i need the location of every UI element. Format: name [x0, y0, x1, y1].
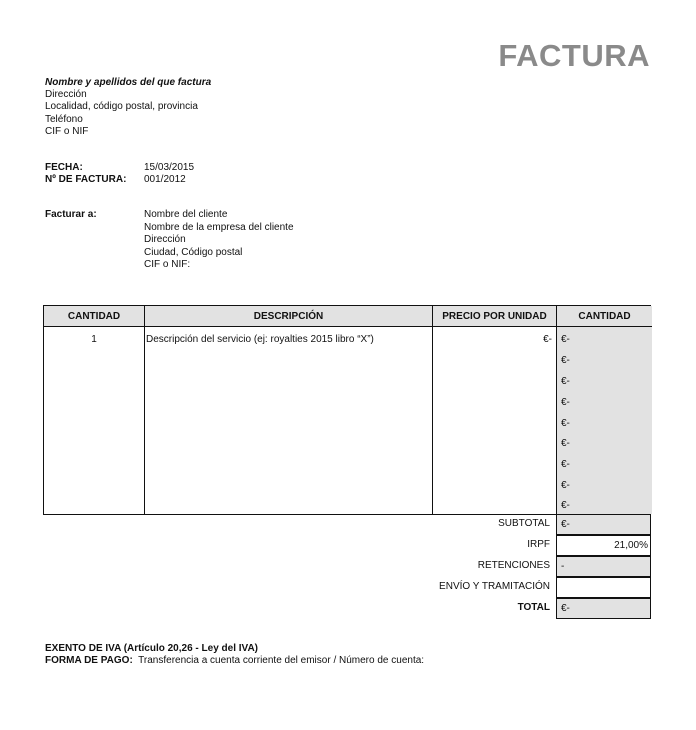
- date-value: 15/03/2015: [144, 162, 195, 173]
- issuer-tax-id: CIF o NIF: [45, 125, 89, 137]
- invoice-number-label: Nº DE FACTURA:: [45, 174, 127, 186]
- subtotal-value: €-: [561, 519, 570, 530]
- line-items-table: [43, 305, 651, 515]
- column-header: CANTIDAD: [44, 306, 144, 327]
- item-unit-price: €-: [543, 334, 552, 345]
- retenciones-label: RETENCIONES: [477, 560, 550, 571]
- amount-cell: €-: [561, 355, 570, 366]
- amount-cell: €-: [561, 418, 570, 429]
- bill-to-block: [45, 209, 294, 272]
- column-header: CANTIDAD: [557, 306, 652, 327]
- issuer-block: [45, 77, 211, 138]
- bill-to-line: Ciudad, Código postal: [144, 246, 243, 258]
- subtotal-box: [556, 514, 651, 535]
- item-description: Descripción del servicio (ej: royalties 2015 libro “X”): [146, 334, 374, 345]
- bill-to-line: Nombre de la empresa del cliente: [144, 221, 294, 233]
- retenciones-box: [556, 556, 651, 577]
- column-header: DESCRIPCIÓN: [145, 306, 432, 327]
- bill-to-line: Dirección: [144, 234, 186, 246]
- item-quantity: 1: [91, 334, 97, 345]
- date-label: FECHA:: [45, 162, 83, 173]
- issuer-address: Dirección: [45, 89, 87, 101]
- issuer-name: Nombre y apellidos del que factura: [45, 77, 212, 88]
- envio-box: [556, 577, 651, 598]
- subtotal-label: SUBTOTAL: [498, 518, 550, 529]
- footer-block: [45, 643, 424, 668]
- amount-cell: €-: [561, 334, 570, 345]
- amount-cell: €-: [561, 480, 570, 491]
- invoice-number-value: 001/2012: [144, 174, 186, 186]
- retenciones-value: -: [561, 561, 565, 572]
- unit-price-column: [433, 306, 557, 514]
- issuer-phone: Teléfono: [45, 113, 83, 125]
- irpf-box: [556, 535, 651, 556]
- payment-label: FORMA DE PAGO:: [45, 655, 133, 667]
- total-box: [556, 598, 651, 619]
- amount-cell: €-: [561, 500, 570, 511]
- envio-label: ENVÍO Y TRAMITACIÓN: [439, 581, 550, 592]
- amount-cell: €-: [561, 376, 570, 387]
- amount-cell: €-: [561, 459, 570, 470]
- amount-cell: €-: [561, 438, 570, 449]
- total-value: €-: [561, 603, 570, 614]
- bill-to-label: Facturar a:: [45, 209, 97, 220]
- amount-column: [557, 306, 652, 514]
- total-label: TOTAL: [517, 602, 550, 613]
- invoice-meta: [45, 162, 194, 186]
- irpf-value: 21,00%: [614, 540, 648, 551]
- amount-column-body: [557, 327, 652, 514]
- amount-cell: €-: [561, 397, 570, 408]
- description-column: [145, 306, 433, 514]
- bill-to-line: Nombre del cliente: [144, 209, 228, 220]
- payment-value: Transferencia a cuenta corriente del emisor / Número de cuenta:: [138, 655, 425, 667]
- quantity-column: [44, 306, 145, 514]
- bill-to-line: CIF o NIF:: [144, 259, 191, 271]
- document-title: FACTURA: [498, 38, 650, 73]
- irpf-label: IRPF: [527, 539, 550, 550]
- vat-exempt-note: EXENTO DE IVA (Artículo 20,26 - Ley del IVA): [45, 643, 259, 654]
- issuer-locality: Localidad, código postal, provincia: [45, 101, 198, 113]
- column-header: PRECIO POR UNIDAD: [433, 306, 556, 327]
